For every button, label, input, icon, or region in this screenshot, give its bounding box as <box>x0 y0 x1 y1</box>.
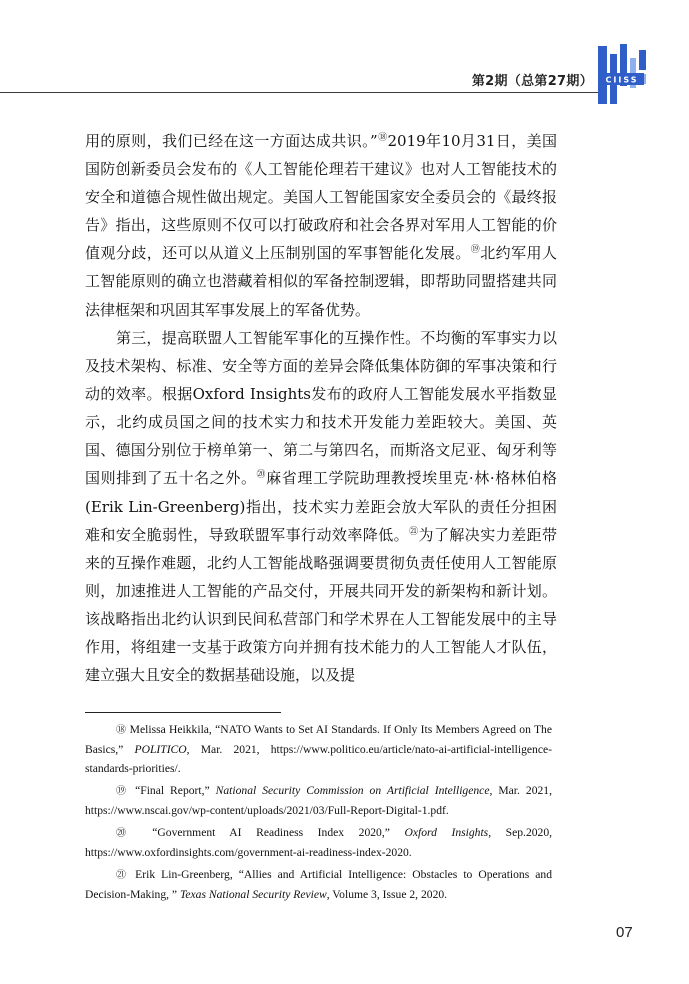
issue-label: 第2期（总第27期） <box>471 74 593 89</box>
footnote-18: ⑱ Melissa Heikkila, “NATO Wants to Set AI Standards. If Only Its Members Agreed on The Basics,” POLITICO, Mar. 2021, https://www.politico.eu/article/nato-ai-artificial-intelligence-standards-priorities/. <box>85 723 552 776</box>
footnote-21: ㉑ Erik Lin-Greenberg, “Allies and Artificial Intelligence: Obstacles to Operations and Decision-Making, ” Texas National Security Review, Volume 3, Issue 2, 2020. <box>85 868 552 902</box>
body-paragraph-1: 用的原则，我们已经在这一方面达成共识。”⑱2019年10月31日，美国国防创新委员会发布的《人工智能伦理若干建议》也对人工智能技术的安全和道德合规性做出规定。美国人工智能国家安全委员会的《最终报告》指出，这些原则不仅可以打破政府和社会各界对军用人工智能的价值观分歧，还可以从道义上压制别国的军事智能化发展。⑲北约军用人工智能原则的确立也潜藏着相似的军备控制逻辑，即帮助同盟搭建共同法律框架和巩固其军事发展上的军备优势。 <box>85 132 557 319</box>
footnote-ref-19[interactable]: ⑲ <box>470 245 481 256</box>
footnote-ref-21[interactable]: ㉑ <box>409 526 419 537</box>
page-number: 07 <box>616 924 633 941</box>
journal-logo-icon <box>598 44 650 108</box>
body-paragraph-2: 第三，提高联盟人工智能军事化的互操作性。不均衡的军事实力以及技术架构、标准、安全等方面的差异会降低集体防御的军事决策和行动的效率。根据Oxford Insights发布的政府人工智能发展水平指数显示，北约成员国之间的技术实力和技术开发能力差距较大。美国、英国、德国分别位于榜单第一、第二与第四名，而斯洛文尼亚、匈牙利等国则排到了五十名之外。⑳麻省理工学院助理教授埃里克·林·格林伯格(Erik Lin-Greenberg)指出，技术实力差距会放大军队的责任分担困难和安全脆弱性，导致联盟军事行动效率降低。$^㉑$为了解决实力差距带来的互操作难题，北约人工智能战略强调要贯彻负责任使用人工智能原则，加速推进人工智能的产品交付，开展共同开发的新架构和新计划。该战略指出北约认识到民间私营部门和学术界在人工智能发展中的主导作用，将组建一支基于政策方向并拥有技术能力的人工智能人才队伍，建立强大且安全的数据基础设施，以及提 <box>85 329 557 685</box>
footnote-ref-18[interactable]: ⑱ <box>377 133 388 143</box>
logo-text: CIISS <box>605 75 639 85</box>
footnote-19: ⑲ “Final Report,” National Security Commission on Artificial Intelligence, Mar. 2021, https://www.nscai.gov/wp-content/uploads/2021/03/Full-Report-Digital-1.pdf. <box>85 784 553 818</box>
footnotes <box>85 720 552 907</box>
footnote-rule <box>85 712 281 713</box>
header-rule <box>0 92 604 93</box>
footnote-ref-20[interactable]: ⑳ <box>256 470 267 481</box>
footnote-20: ⑳ “Government AI Readiness Index 2020,” Oxford Insights, Sep.2020, https://www.oxfordinsights.com/government-ai-readiness-index-2020. <box>85 826 553 860</box>
